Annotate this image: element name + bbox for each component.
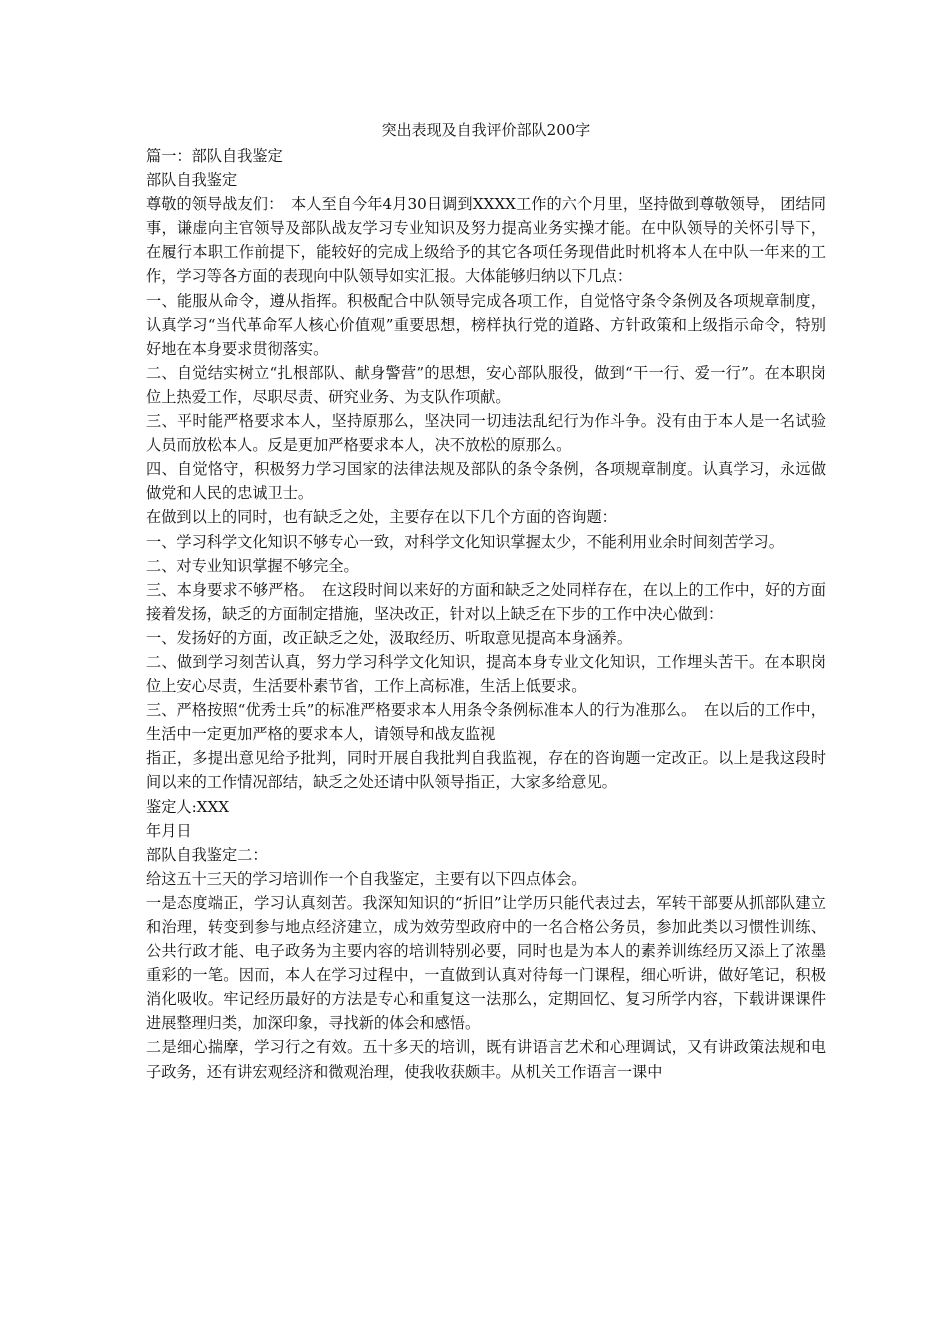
paragraph: 鉴定人:XXX xyxy=(146,797,230,816)
paragraph: 一、学习科学文化知识不够专心一致，对科学文化知识掌握太少，不能利用业余时间刻苦学习。 xyxy=(146,532,784,551)
paragraph: 一、能服从命令，遵从指挥。积极配合中队领导完成各项工作，自觉恪守条令条例及各项规章制度，认真学习“当代革命军人核心价值观”重要思想，榜样执行党的道路、方针政策和上级指示命令，特别好地在本身要求贯彻落实。 xyxy=(146,291,826,358)
document-page xyxy=(146,118,826,1084)
paragraph: 一是态度端正，学习认真刻苦。我深知知识的“折旧”让学历只能代表过去，军转干部要从抓部队建立和治理，转变到参与地点经济建立，成为效劳型政府中的一名合格公务员，参加此类以习惯性训练、公共行政才能、电子政务为主要内容的培训特别必要，同时也是为本人的素养训练经历又添上了浓墨重彩的一笔。因而，本人在学习过程中，一直做到认真对待每一门课程，细心听讲，做好笔记，积极消化吸收。牢记经历最好的方法是专心和重复这一法那么，定期回忆、复习所学内容，下载讲课课件进展整理归类，加深印象，寻找新的体会和感悟。 xyxy=(146,893,826,1033)
document-title: 突出表现及自我评价部队200字 xyxy=(381,121,591,139)
paragraph: 三、本身要求不够严格。 在这段时间以来好的方面和缺乏之处同样存在，在以上的工作中，好的方面接着发扬，缺乏的方面制定措施，坚决改正，针对以上缺乏在下步的工作中决心做到： xyxy=(146,580,826,623)
paragraph: 篇一：部队自我鉴定 xyxy=(146,147,283,165)
paragraph: 年月日 xyxy=(146,821,192,840)
paragraph: 二、对专业知识掌握不够完全。 xyxy=(146,556,359,575)
paragraph: 一、发扬好的方面，改正缺乏之处，汲取经历、听取意见提高本身涵养。 xyxy=(146,628,632,647)
document-body xyxy=(146,144,826,1084)
paragraph: 三、平时能严格要求本人，坚持原那么，坚决同一切违法乱纪行为作斗争。没有由于本人是一名试验人员而放松本人。反是更加严格要求本人，决不放松的原那么。 xyxy=(146,412,826,455)
paragraph: 在做到以上的同时，也有缺乏之处，主要存在以下几个方面的咨询题： xyxy=(146,508,617,527)
paragraph: 指正，多提出意见给予批判，同时开展自我批判自我监视，存在的咨询题一定改正。以上是我这段时间以来的工作情况部结，缺乏之处还请中队领导指正，大家多给意见。 xyxy=(146,749,826,792)
paragraph: 给这五十三天的学习培训作一个自我鉴定，主要有以下四点体会。 xyxy=(146,869,587,888)
paragraph: 三、严格按照“优秀士兵”的标准严格要求本人用条令条例标准本人的行为准那么。 在以后的工作中，生活中一定更加严格的要求本人，请领导和战友监视 xyxy=(146,701,826,744)
paragraph: 二、做到学习刻苦认真，努力学习科学文化知识，提高本身专业文化知识，工作埋头苦干。在本职岗位上安心尽责，生活要朴素节省，工作上高标准，生活上低要求。 xyxy=(146,652,826,696)
paragraph: 二、自觉结实树立“扎根部队、献身警营”的思想，安心部队服役，做到“干一行、爱一行”。在本职岗位上热爱工作，尽职尽责、研究业务、为支队作项献。 xyxy=(146,363,826,406)
paragraph: 尊敬的领导战友们： 本人至自今年4月30日调到XXXX工作的六个月里，坚持做到尊敬领导， 团结同事，谦虚向主官领导及部队战友学习专业知识及努力提高业务实操才能。在中队领导的关怀引导下，在履行本职工作前提下，能较好的完成上级给予的其它各项任务现借此时机将本人在中队一年来的工作，学习等各方面的表现向中队领导如实汇报。大体能够归纳以下几点： xyxy=(146,195,826,286)
paragraph: 部队自我鉴定 xyxy=(146,171,238,190)
paragraph: 四、自觉恪守，积极努力学习国家的法律法规及部队的条令条例，各项规章制度。认真学习，永远做做党和人民的忠诚卫士。 xyxy=(146,460,826,503)
paragraph: 二是细心揣摩，学习行之有效。五十多天的培训，既有讲语言艺术和心理调试，又有讲政策法规和电子政务，还有讲宏观经济和微观治理，使我收获颇丰。从机关工作语言一课中 xyxy=(146,1038,826,1081)
paragraph: 部队自我鉴定二： xyxy=(146,845,268,864)
